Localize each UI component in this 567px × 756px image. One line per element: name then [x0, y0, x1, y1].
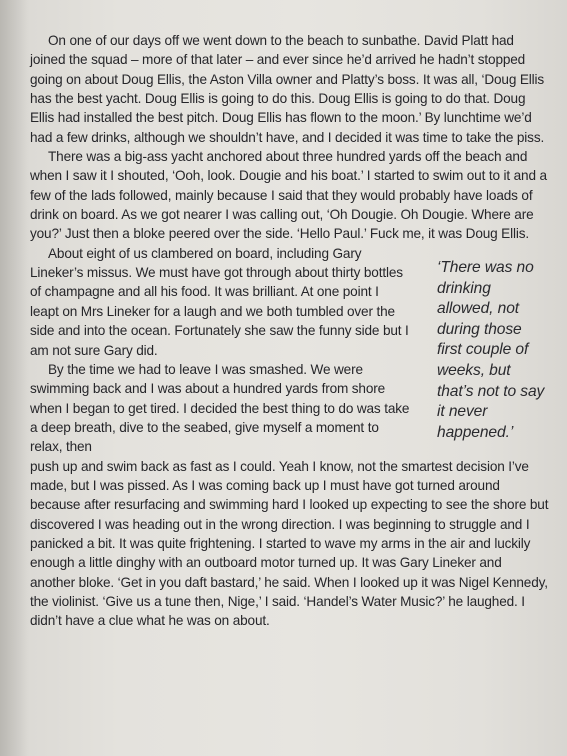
paragraph-1: On one of our days off we went down to the beach to sunbathe. David Platt had joined the squad – more of that later – and ever since he’d arrived he hadn’t stopped going on about Doug Ellis, the Aston Villa owner and Platty’s boss. It was all, ‘Doug Ellis has the best yacht. Doug Ellis is going to do this. Doug Ellis is going to do that. Doug Ellis had installed the best pitch. Doug Ellis has flown to the moon.’ By lunchtime we’d had a few drinks, although we shouldn’t have, and I decided it was time to take the piss.: [30, 33, 545, 145]
paragraph-4: By the time we had to leave I was smashed. We were swimming back and I was about a hundred yards from shore when I began to get tired. I decided the best thing to do was take a deep breath, dive to the seabed, give myself a moment to relax, then push up and swim back as fast as I could. Yeah I know, not the smartest decision I’ve made, but I was pissed. As I was coming back up I must have got turned around because after resurfacing and swimming hard I looked up expecting to see the shore but discovered I was heading out in the wrong direction. I was beginning to struggle and I panicked a bit. It was quite frightening. I started to wave my arms in the air and luckily enough a little dinghy with an outboard motor turned up. It was Gary Lineker and another bloke. ‘Get in you daft bastard,’ he said. When I looked up it was Nigel Kennedy, the violinist. ‘Give us a tune then, Nige,’ I said. ‘Handel’s Water Music?’ he laughed. I didn’t have a clue what he was on about.: [30, 361, 549, 629]
page-gutter-shadow: [0, 0, 28, 756]
pull-quote: ‘There was no drinking allowed, not during those first couple of weeks, but that’s not to say it never happened.’: [437, 259, 545, 441]
paragraph-3: About eight of us clambered on board, including Gary Lineker’s missus. We must have got through about thirty bottles of champagne and all his food. It was brilliant. At one point I leapt on Mrs Lineker for a laugh and we both tumbled over the side and into the ocean. Fortunately she saw the funny side but I am not sure Gary did.: [30, 245, 409, 358]
paragraph-2: There was a big-ass yacht anchored about three hundred yards off the beach and when I saw it I shouted, ‘Ooh, look. Dougie and his boat.’ I started to swim out to it and a few of the lads followed, mainly because I said that they would probably have loads of drink on board. As we got nearer I was calling out, ‘Oh Dougie. Oh Dougie. Where are you?’ Just then a bloke peered over the side. ‘Hello Paul.’ Fuck me, it was Doug Ellis.: [30, 149, 547, 242]
